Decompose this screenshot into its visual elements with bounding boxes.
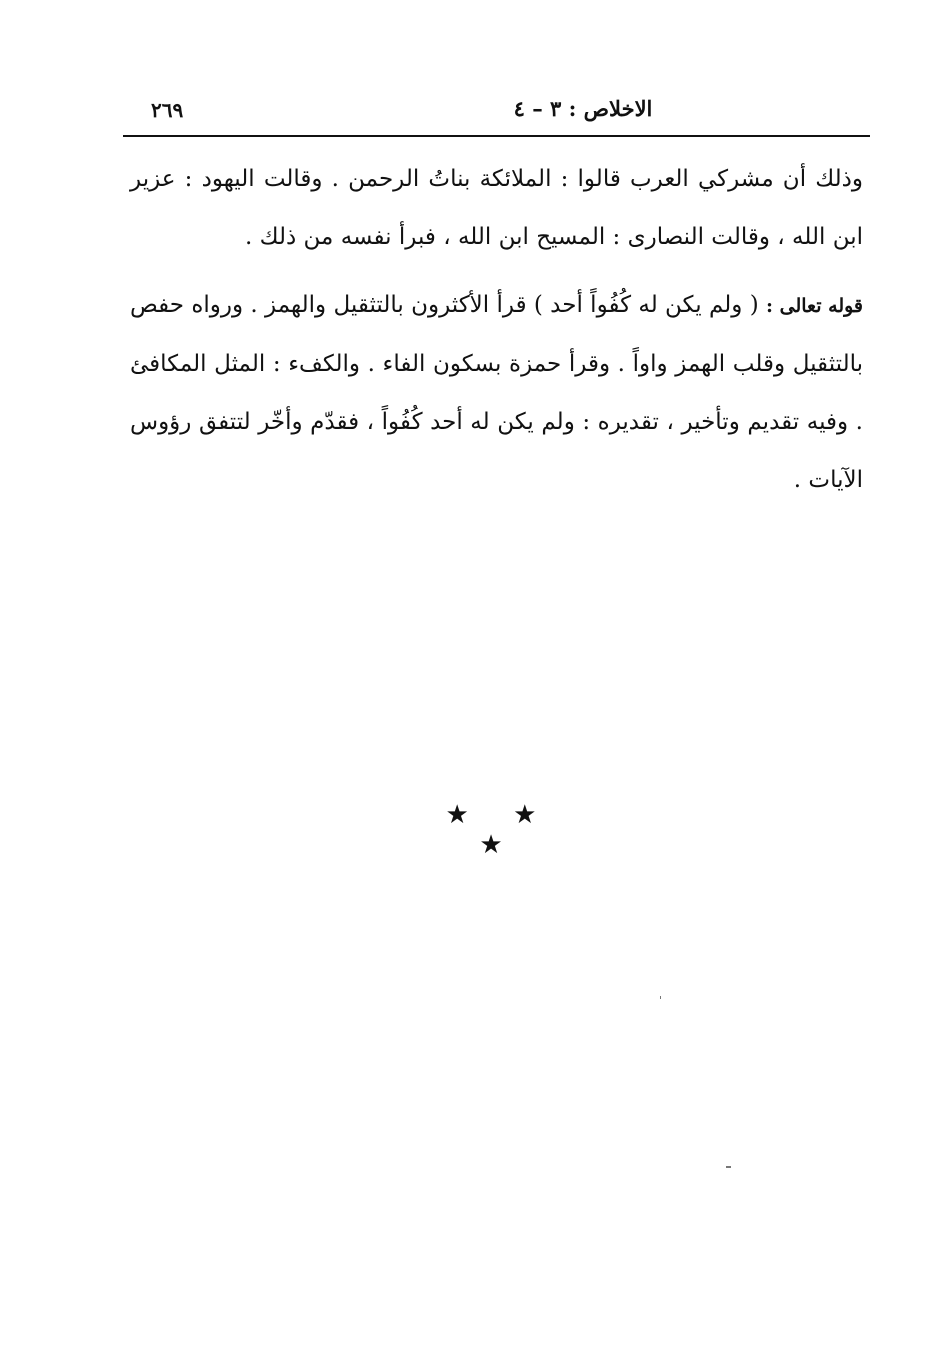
page-header: [123, 92, 870, 132]
page-number: ٢٦٩: [151, 98, 184, 122]
section-end-stars: ★ ★ ★: [445, 800, 555, 860]
paragraph-2: [130, 276, 863, 509]
scan-speck: [660, 996, 661, 999]
body-text: [130, 150, 863, 519]
verse-lead-term: قوله تعالى :: [766, 295, 864, 317]
running-title: الاخلاص : ٣ – ٤: [513, 96, 653, 121]
header-rule: [123, 135, 870, 137]
paragraph-1: وذلك أن مشركي العرب قالوا : الملائكة بناتُ الرحمن . وقالت اليهود : عزير ابن الله ، وقالت النصارى : المسيح ابن الله ، فبرأ نفسه من ذلك .: [130, 166, 863, 250]
scan-speck: [726, 1166, 731, 1168]
paragraph-2-text: ( ولم يكن له كُفُواً أحد ) قرأ الأكثرون بالتثقيل والهمز . ورواه حفص بالتثقيل وقلب الهمز واواً . وقرأ حمزة بسكون الفاء . والكفء : المثل المكافئ . وفيه تقديم وتأخير ، تقديره : ولم يكن له أحد كُفُواً ، فقدّم وأخّر لتتفق رؤوس الآيات .: [130, 292, 863, 493]
